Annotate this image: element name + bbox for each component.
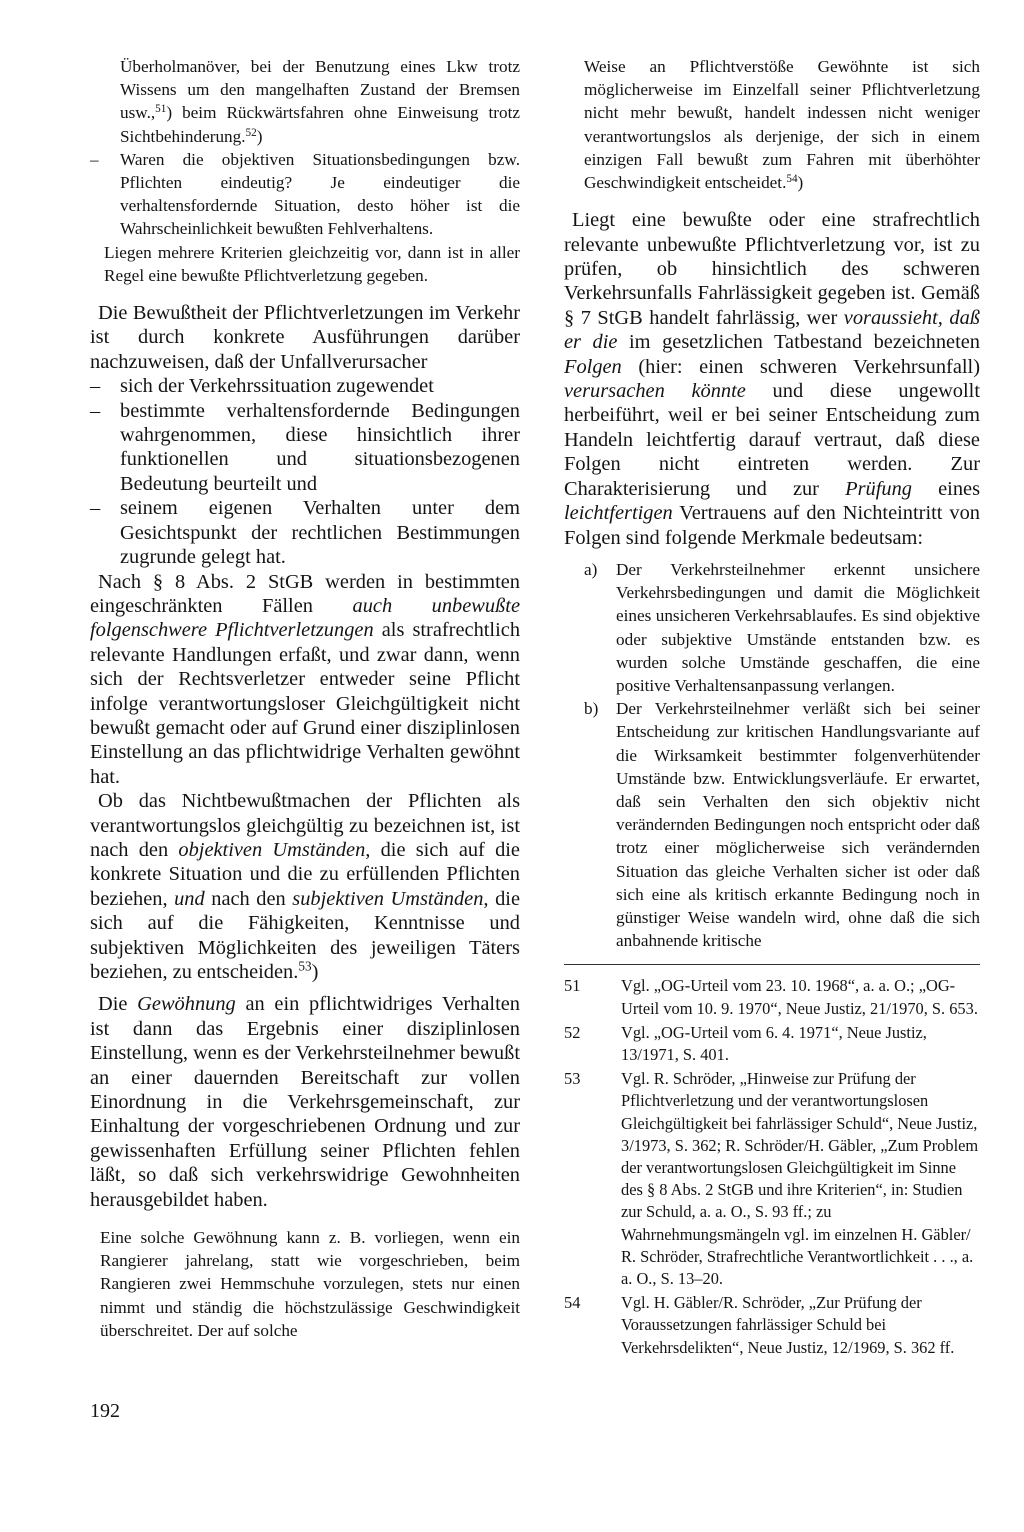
footnote-ref: 54 — [786, 172, 798, 185]
list-item-text: seinem eigenen Verhalten unter dem Gesichtspunkt der rechtlichen Bestimmungen zugrunde gelegt hat. — [120, 497, 520, 569]
emphasis: objektiven Umständen, — [178, 838, 371, 861]
paragraph: Die Bewußtheit der Pflichtverletzungen im Verkehr ist durch konkrete Ausführungen darüber nachzuweisen, daß der Unfallverursacher — [90, 302, 520, 373]
emphasis: und — [174, 887, 205, 910]
footnote-ref: 53 — [298, 958, 312, 974]
text-fragment: ) — [797, 173, 804, 193]
paragraph — [90, 570, 520, 790]
text-fragment: ) beim Rückwärtsfahren ohne Einweisung trotz Sichtbehinderung. — [120, 103, 520, 146]
text-fragment: (hier: einen schweren Verkehrsunfall) — [621, 355, 980, 378]
criteria-items — [564, 558, 980, 952]
text-fragment: Die — [98, 993, 138, 1016]
text-fragment: nach den — [204, 887, 293, 910]
awareness-list — [90, 374, 520, 569]
criteria-list — [90, 148, 520, 241]
paragraph — [564, 208, 980, 550]
text-fragment: als strafrechtlich relevante Handlungen erfaßt, und zwar dann, wenn sich der Rechtsverletzer entweder seine Pflicht infolge verantwortungsloser Gleichgültigkeit nicht bewußt gemacht oder auf Grund einer disziplinlosen Einstellung an das pflichtwidrige Verhalten gewöhnt hat. — [90, 619, 521, 788]
text-fragment: Vertrauens auf den Nichteintritt von Folgen sind folgende Merkmale bedeutsam: — [564, 502, 980, 549]
page-number: 192 — [90, 1400, 120, 1422]
criteria-item — [564, 558, 980, 697]
criteria-item — [564, 697, 980, 952]
footnote-number: 52 — [564, 1022, 581, 1042]
text-fragment: die sich auf die konkrete Situation und die zu erfüllenden Pflichten beziehen, — [90, 838, 520, 910]
text-fragment: Nach § 8 Abs. 2 StGB werden in bestimmten eingeschränkten Fällen — [90, 570, 520, 617]
footnote-number: 51 — [564, 976, 581, 996]
item-marker: a) — [584, 559, 598, 579]
continued-text — [564, 55, 980, 194]
emphasis: Prüfung — [845, 477, 912, 500]
emphasis: Folgen — [564, 355, 622, 378]
text-fragment: ) — [256, 126, 263, 146]
footnote-divider — [564, 964, 980, 965]
footnote-ref: 52 — [245, 126, 257, 139]
text-fragment: und diese ungewollt herbeiführt, weil er bei seiner Entscheidung zum Handeln leichtfertig darauf vertraut, daß diese Folgen nicht eintreten werden. Zur Charakterisierung und zur — [564, 380, 980, 500]
footnote-text: Vgl. H. Gäbler/R. Schröder, „Zur Prüfung der Voraussetzungen fahrlässiger Schuld bei Verkehrsdelikten“, Neue Justiz, 12/1969, S. 362 ff. — [621, 1293, 955, 1357]
text-fragment: Liegt eine bewußte oder eine strafrechtlich relevante unbewußte Pflichtverletzung vor, ist zu prüfen, ob hinsichtlich des schweren Verkehrsunfalls Fahrlässigkeit gegeben ist. Gemäß § 7 StGB handelt fahrlässig, wer — [564, 209, 980, 329]
item-text: Der Verkehrsteilnehmer verläßt sich bei seiner Entscheidung zur kritischen Handlungsvariante auf die Wirksamkeit bestimmter folgenverhütender Umstände bzw. Entwicklungsverläufe. Er erwartet, daß sein Verhalten den sich objektiv nicht verändernden Bedingungen noch entspricht oder daß trotz einer möglicherweise sich verändernden Situation das gleiche Verhalten sicher ist oder daß sich eine als kritisch erkannte Bedingung noch in günstiger Weise wandeln wird, ohne daß die sich anbahnende kritische — [616, 699, 980, 951]
emphasis: Gewöhnung — [137, 993, 236, 1016]
footnote-text: Vgl. „OG-Urteil vom 6. 4. 1971“, Neue Justiz, 13/1971, S. 401. — [621, 1022, 927, 1064]
right-column — [564, 55, 980, 1361]
list-item — [90, 374, 520, 398]
text-fragment: an ein pflichtwidriges Verhalten ist dann das Ergebnis einer disziplinlosen Einstellung, wenn es der Verkehrsteilnehmer bewußt an einer dauernden Bereitschaft zur vollen Einordnung in die Verkehrsgemeinschaft, zur Einhaltung der vorgeschriebenen Ordnung und zur gewissenhaften Erfüllung seiner Pflichten fehlen läßt, so daß sich verkehrswidrige Gewohnheiten herausgebildet haben. — [90, 993, 520, 1211]
text-fragment: Weise an Pflichtverstöße Gewöhnte ist sich möglicherweise im Einzelfall seiner Pflichtverletzung nicht mehr bewußt, handelt indessen nicht weniger verantwortungslos als derjenige, der sich in einem einzigen Fall bewußt zum Fahren mit überhöhter Geschwindigkeit entscheidet. — [584, 57, 980, 193]
dash-marker: – — [90, 399, 101, 422]
list-item-text: Waren die objektiven Situationsbedingungen bzw. Pflichten eindeutig? Je eindeutiger die verhaltensfordernde Situation, desto höher ist die Wahrscheinlichkeit bewußten Fehlverhaltens. — [120, 149, 520, 239]
paragraph — [90, 789, 520, 984]
text-fragment: die sich auf die Fähigkeiten, Kenntnisse und subjektiven Möglichkeiten des jeweiligen Täters beziehen, zu entscheiden. — [90, 887, 520, 983]
emphasis: voraussieht, daß er die — [564, 306, 980, 354]
footnote — [564, 975, 980, 1019]
emphasis: verursachen könnte — [564, 380, 746, 403]
emphasis: subjektiven Umständen, — [292, 887, 489, 910]
continued-text — [90, 55, 520, 148]
footnote-text: Vgl. R. Schröder, „Hinweise zur Prüfung der Pflichtverletzung und der verantwortungslosen Gleichgültigkeit bei fahrlässiger Schuld“, Neue Justiz, 3/1973, S. 362; R. Schröder/H. Gäbler, „Zum Problem der verantwortungslosen Gleichgültigkeit im Sinne des § 8 Abs. 2 StGB und ihre Kriterien“, in: Studien zur Schuld, a. a. O., S. 93 ff.; zu Wahrnehmungsmängeln vgl. im einzelnen H. Gäbler/ R. Schröder, Strafrechtliche Verantwortlichkeit . . ., a. a. O., S. 13–20. — [621, 1069, 979, 1288]
footnote — [564, 1022, 980, 1066]
text-fragment: eines — [911, 477, 981, 500]
list-item — [90, 399, 520, 497]
emphasis: leichtfertigen — [564, 502, 673, 525]
footnote-number: 53 — [564, 1069, 581, 1089]
footnote — [564, 1292, 980, 1359]
text-fragment: ) — [311, 961, 319, 983]
footnote-ref: 51 — [155, 103, 167, 116]
footnotes — [564, 975, 980, 1358]
list-item — [90, 496, 520, 569]
emphasis: auch unbewußte folgenschwere Pflichtverletzungen — [90, 594, 520, 642]
list-item — [90, 148, 520, 241]
text-fragment: Überholmanöver, bei der Benutzung eines Lkw trotz Wissens um den mangelhaften Zustand der Bremsen usw., — [120, 57, 520, 123]
left-column — [90, 55, 520, 1342]
footnote-text: Vgl. „OG-Urteil vom 23. 10. 1968“, a. a. O.; „OG-Urteil vom 10. 9. 1970“, Neue Justiz, 21/1970, S. 653. — [621, 976, 978, 1018]
small-paragraph: Liegen mehrere Kriterien gleichzeitig vor, dann ist in aller Regel eine bewußte Pflichtverletzung gegeben. — [104, 242, 520, 285]
text-fragment: Ob das Nichtbewußtmachen der Pflichten als verantwortungslos gleichgültig zu bezeichnen ist, ist nach den — [90, 790, 520, 861]
list-item-text: sich der Verkehrssituation zugewendet — [120, 375, 434, 398]
item-text: Der Verkehrsteilnehmer erkennt unsichere Verkehrsbedingungen und damit die Möglichkeit eines unsicheren Verkehrsablaufes. Es sind objektive oder subjektive Umstände entstanden bzw. es wurden solche Umstände geschaffen, die eine positive Verhaltensanpassung verlangen. — [616, 559, 980, 695]
dash-marker: – — [90, 149, 99, 169]
footnote — [564, 1068, 980, 1290]
item-marker: b) — [584, 699, 599, 719]
text-fragment: im gesetzlichen Tatbestand bezeichneten — [617, 331, 981, 354]
list-item-text: bestimmte verhaltensfordernde Bedingungen wahrgenommen, diese hinsichtlich ihrer funktionellen und situationsbezogenen Bedeutung beurteilt und — [120, 399, 520, 495]
paragraph — [90, 992, 520, 1212]
example-paragraph: Eine solche Gewöhnung kann z. B. vorliegen, wenn ein Rangierer jahrelang, statt wie vorgeschrieben, beim Rangieren zwei Hemmschuhe vorzulegen, stets nur einen nimmt und ständig die höchstzulässige Geschwindigkeit überschreitet. Der auf solche — [100, 1228, 520, 1340]
dash-marker: – — [90, 497, 101, 520]
footnote-number: 54 — [564, 1293, 581, 1313]
dash-marker: – — [90, 375, 101, 398]
